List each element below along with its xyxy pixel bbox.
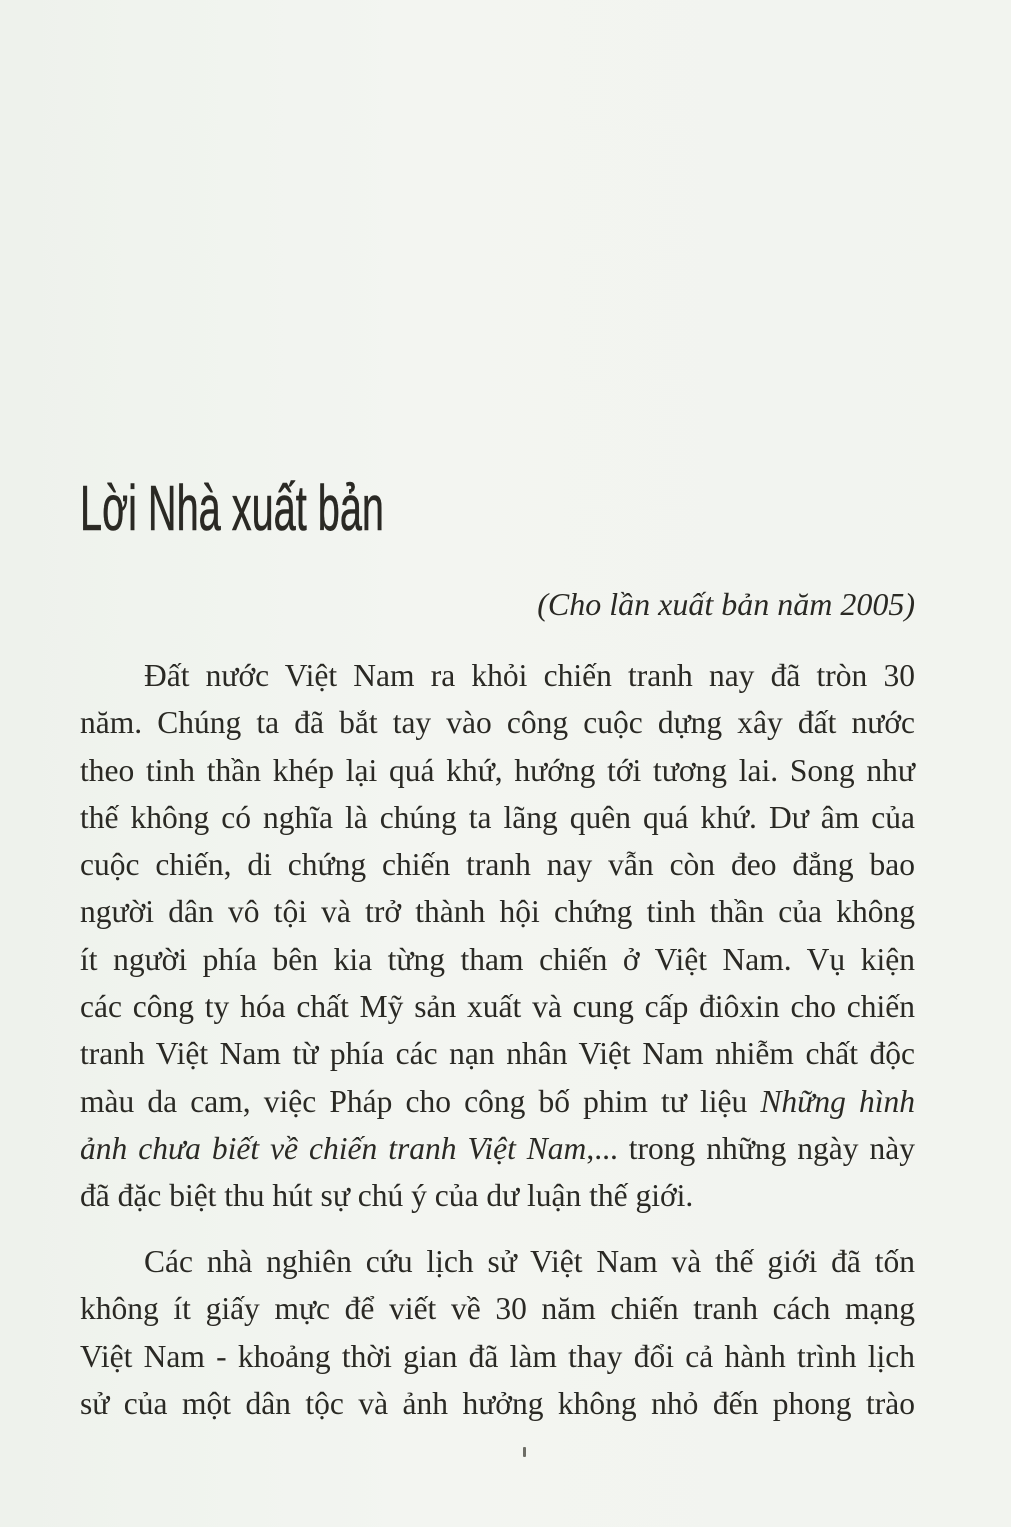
- paragraph-1: [80, 652, 915, 1220]
- text-line: người dân vô tội và trở thành hội chứng tinh thần của không: [80, 894, 915, 930]
- text-line: đã đặc biệt thu hút sự chú ý của dư luận thế giới.: [80, 1178, 694, 1214]
- paragraph-2: [80, 1238, 915, 1427]
- film-title-part: ảnh chưa biết về chiến tranh Việt Nam: [80, 1130, 587, 1166]
- text-line: Đất nước Việt Nam ra khỏi chiến tranh nay đã tròn 30: [144, 658, 915, 693]
- text-line: theo tinh thần khép lại quá khứ, hướng tới tương lai. Song như: [80, 752, 915, 788]
- text-line: thế không có nghĩa là chúng ta lãng quên quá khứ. Dư âm của: [80, 799, 915, 835]
- text-line: cuộc chiến, di chứng chiến tranh nay vẫn còn đeo đẳng bao: [80, 847, 915, 883]
- text-segment: màu da cam, việc Pháp cho công bố phim tư liệu: [80, 1083, 761, 1119]
- text-line: tranh Việt Nam từ phía các nạn nhân Việt Nam nhiễm chất độc: [80, 1036, 915, 1072]
- print-speck: [523, 1447, 526, 1457]
- text-line: các công ty hóa chất Mỹ sản xuất và cung cấp điôxin cho chiến: [80, 989, 915, 1025]
- text-line: ít người phía bên kia từng tham chiến ở Việt Nam. Vụ kiện: [80, 941, 915, 977]
- film-title-part: Những hình: [760, 1083, 915, 1119]
- page-title: Lời Nhà xuất bản: [80, 472, 384, 544]
- text-line: Các nhà nghiên cứu lịch sử Việt Nam và thế giới đã tốn: [144, 1244, 915, 1279]
- text-line: [80, 1078, 915, 1125]
- text-line: Việt Nam - khoảng thời gian đã làm thay đổi cả hành trình lịch: [80, 1338, 915, 1374]
- text-line: sử của một dân tộc và ảnh hưởng không nhỏ đến phong trào: [80, 1385, 915, 1421]
- text-segment: ,... trong những ngày này: [586, 1130, 915, 1166]
- text-line: năm. Chúng ta đã bắt tay vào công cuộc dựng xây đất nước: [80, 705, 915, 741]
- text-line: [80, 1125, 915, 1172]
- text-line: không ít giấy mực để viết về 30 năm chiến tranh cách mạng: [80, 1291, 915, 1327]
- edition-note: (Cho lần xuất bản năm 2005): [537, 586, 915, 622]
